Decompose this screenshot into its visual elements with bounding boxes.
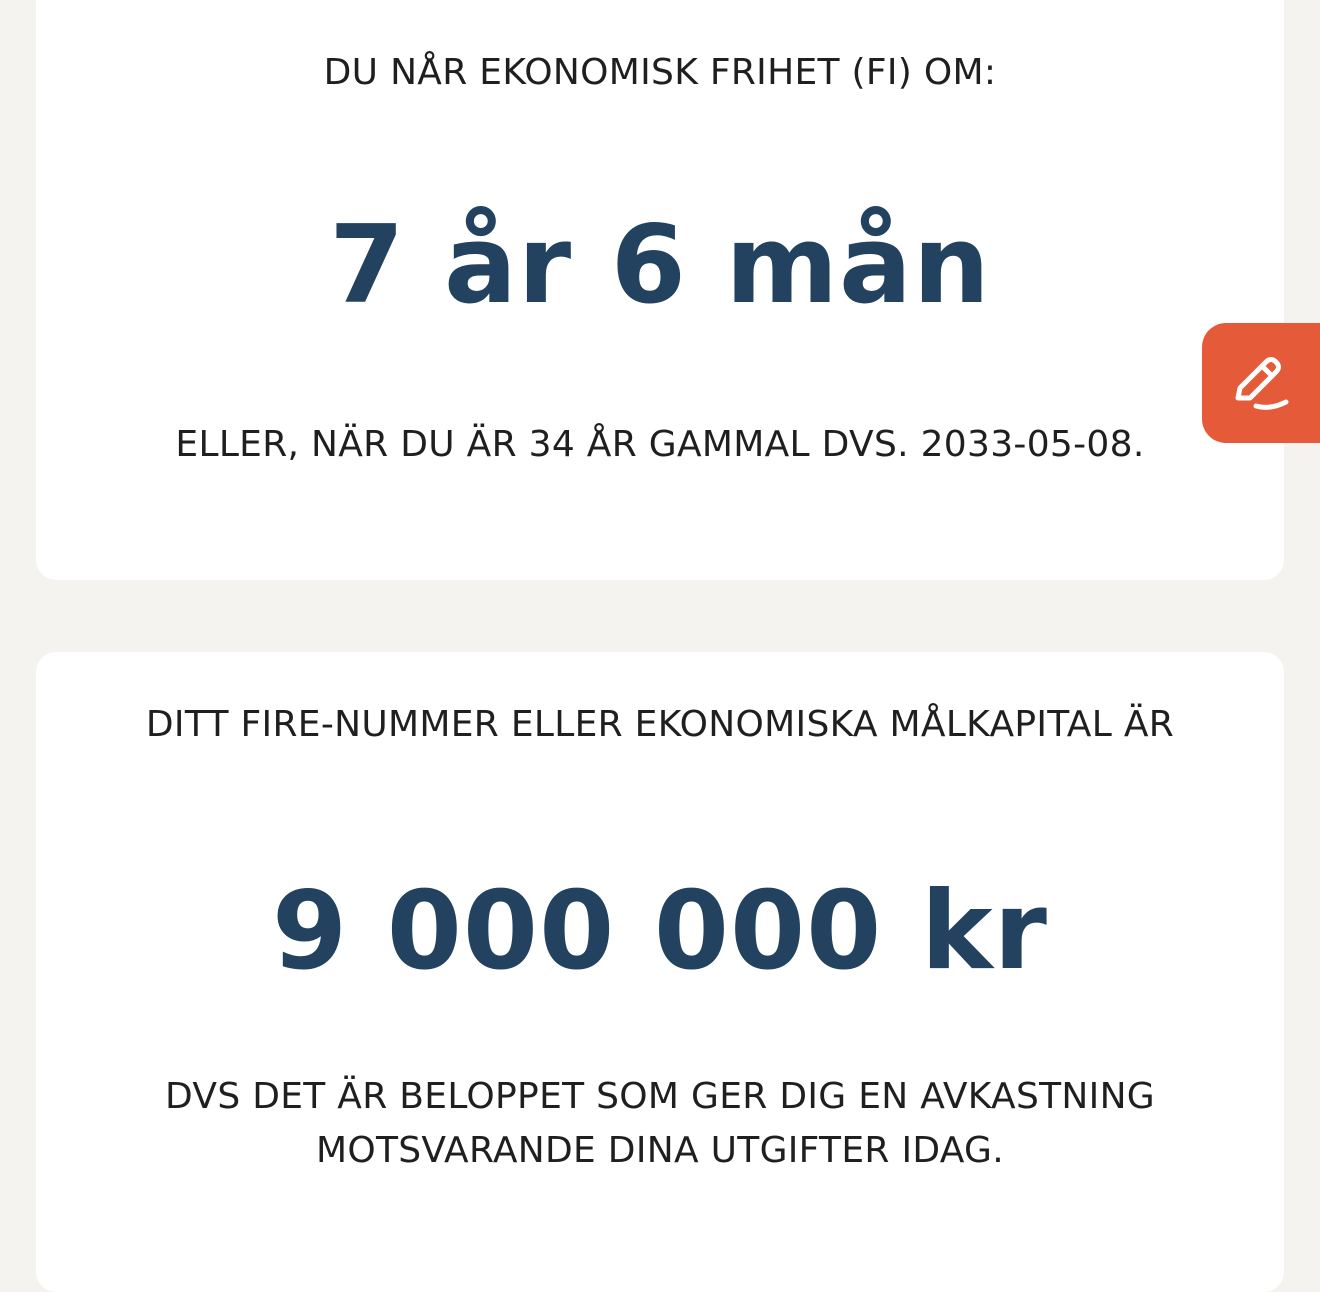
fire-heading: DITT FIRE-NUMMER ELLER EKONOMISKA MÅLKAPITAL ÄR <box>145 704 1175 745</box>
fire-detail-line-1: DVS DET ÄR BELOPPET SOM GER DIG EN AVKASTNING <box>165 1076 1155 1117</box>
fire-detail <box>36 1070 1284 1178</box>
fi-detail: ELLER, NÄR DU ÄR 34 ÅR GAMMAL DVS. 2033-05-08. <box>175 424 1145 465</box>
fi-time-value: 7 år 6 mån <box>329 203 991 328</box>
fire-number-card <box>36 652 1284 1292</box>
edit-button[interactable] <box>1202 323 1320 443</box>
fire-detail-line-2: MOTSVARANDE DINA UTGIFTER IDAG. <box>315 1130 1004 1171</box>
pencil-icon <box>1230 352 1292 414</box>
fi-heading: DU NÅR EKONOMISK FRIHET (FI) OM: <box>323 52 997 93</box>
fire-amount-value: 9 000 000 kr <box>272 869 1048 994</box>
fi-result-card <box>36 0 1284 580</box>
